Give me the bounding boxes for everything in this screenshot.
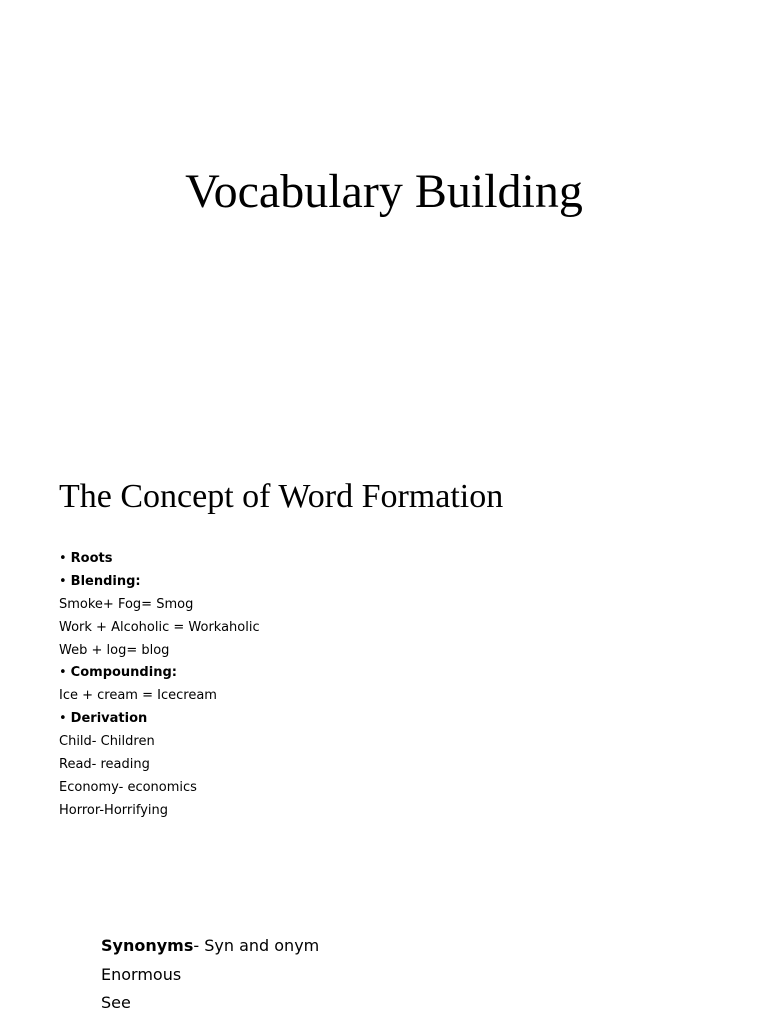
bullet-marker: • — [59, 573, 67, 589]
list-item: Web + log= blog — [59, 642, 170, 658]
list-item: Work + Alcoholic = Workaholic — [59, 619, 260, 635]
list-item: Horror-Horrifying — [59, 802, 169, 818]
list-item: Economy- economics — [59, 779, 197, 795]
list-item-blending — [59, 571, 260, 594]
bullet-marker: • — [59, 711, 67, 727]
list-item-label: Derivation — [70, 711, 148, 727]
list-item: Smoke+ Fog= Smog — [59, 596, 194, 612]
bullet-marker: • — [59, 665, 67, 681]
list-item-derivation — [59, 708, 260, 731]
list-item-label: Compounding: — [70, 665, 177, 681]
list-item: Read- reading — [59, 757, 150, 773]
page-title: Vocabulary Building — [185, 165, 583, 218]
synonym-example: Enormous — [101, 964, 182, 984]
list-item-roots — [59, 548, 260, 571]
synonyms-term: Synonyms — [101, 936, 194, 955]
synonyms-definition-text: - Syn and onym — [193, 936, 320, 955]
word-formation-list — [59, 548, 260, 823]
list-item: Ice + cream = Icecream — [59, 688, 217, 704]
synonyms-definition — [101, 932, 319, 961]
bullet-marker: • — [59, 551, 67, 566]
list-item-label: Blending: — [70, 573, 141, 589]
synonyms-section — [101, 932, 319, 1018]
list-item: Child- Children — [59, 734, 155, 750]
list-item-label: Roots — [70, 551, 113, 566]
list-item-compounding — [59, 662, 260, 685]
section-heading-word-formation: The Concept of Word Formation — [59, 478, 504, 515]
synonym-example: See — [101, 993, 131, 1012]
